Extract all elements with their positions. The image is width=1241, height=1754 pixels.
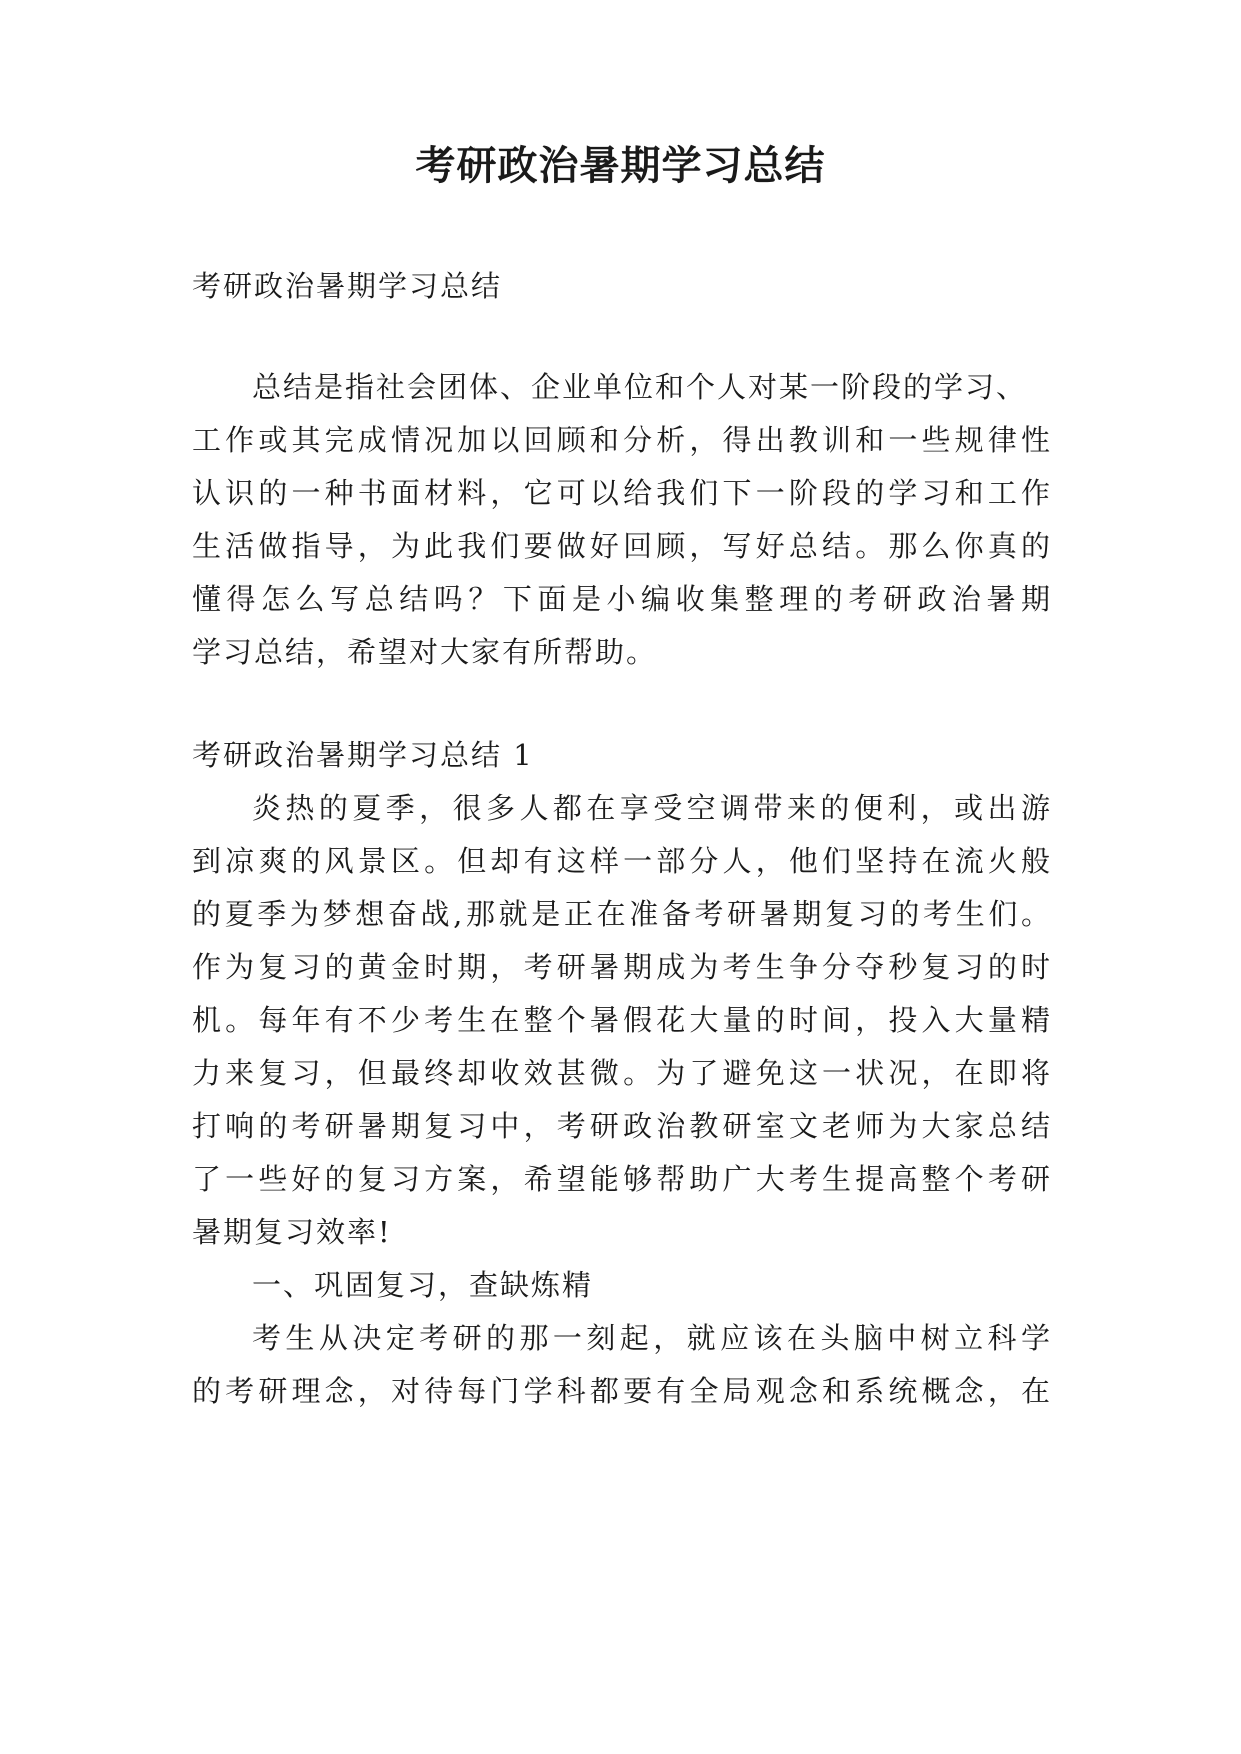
intro-line: 学习总结，希望对大家有所帮助。 (192, 635, 658, 669)
section-line: 机。每年有不少考生在整个暑假花大量的时间，投入大量精 (192, 1003, 1052, 1037)
intro-line: 工作或其完成情况加以回顾和分析，得出教训和一些规律性 (192, 423, 1052, 457)
intro-line: 总结是指社会团体、企业单位和个人对某一阶段的学习、 (252, 370, 1028, 404)
subsection-line: 的考研理念，对待每门学科都要有全局观念和系统概念，在 (192, 1374, 1052, 1408)
section-line: 打响的考研暑期复习中，考研政治教研室文老师为大家总结 (192, 1109, 1052, 1143)
subsection-heading: 一、巩固复习，查缺炼精 (252, 1268, 594, 1302)
subsection-line: 考生从决定考研的那一刻起，就应该在头脑中树立科学 (252, 1321, 1052, 1355)
section-line: 的夏季为梦想奋战,那就是正在准备考研暑期复习的考生们。 (192, 897, 1052, 931)
section-line: 力来复习，但最终却收效甚微。为了避免这一状况，在即将 (192, 1056, 1052, 1090)
intro-line: 生活做指导，为此我们要做好回顾，写好总结。那么你真的 (192, 529, 1052, 563)
section-heading: 考研政治暑期学习总结 1 (192, 738, 534, 772)
document-subtitle: 考研政治暑期学习总结 (192, 269, 503, 303)
document-title: 考研政治暑期学习总结 (415, 142, 826, 189)
section-line: 了一些好的复习方案，希望能够帮助广大考生提高整个考研 (192, 1162, 1052, 1196)
section-line: 到凉爽的风景区。但却有这样一部分人，他们坚持在流火般 (192, 844, 1052, 878)
intro-line: 懂得怎么写总结吗？下面是小编收集整理的考研政治暑期 (192, 582, 1052, 616)
section-line: 暑期复习效率! (192, 1215, 392, 1249)
intro-line: 认识的一种书面材料，它可以给我们下一阶段的学习和工作 (192, 476, 1052, 510)
section-line: 炎热的夏季，很多人都在享受空调带来的便利，或出游 (252, 791, 1052, 825)
section-line: 作为复习的黄金时期，考研暑期成为考生争分夺秒复习的时 (192, 950, 1052, 984)
